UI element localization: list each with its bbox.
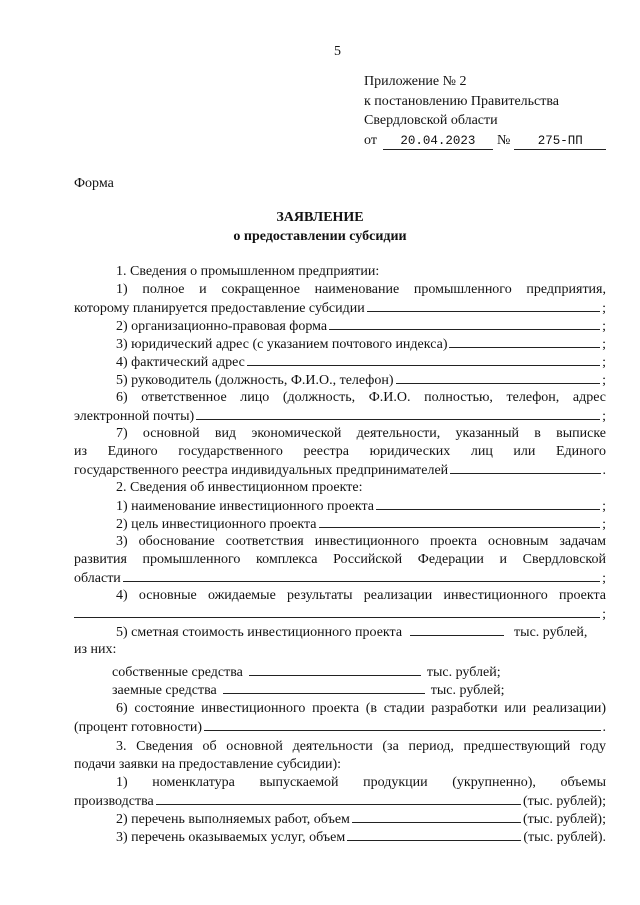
resolution-number: 275-ПП xyxy=(514,134,606,150)
date-prefix: от xyxy=(364,132,377,148)
own-funds-fill[interactable] xyxy=(249,663,421,676)
s2-field-5-label: 5) сметная стоимость инвестиционного проекта xyxy=(116,625,403,640)
resolution-date: 20.04.2023 xyxy=(383,134,493,150)
s3-field-2 xyxy=(74,810,606,828)
s1-field-1-label: которому планируется предоставление субсидии xyxy=(74,301,365,316)
s2-field-1: 1) наименование инвестиционного проекта ; xyxy=(116,499,606,514)
s2-field-1-label: 1) наименование инвестиционного проекта xyxy=(116,499,375,514)
s2-field-4-fill[interactable] xyxy=(74,605,600,618)
s3-field-2-label: 2) перечень выполняемых работ, объем xyxy=(116,812,350,827)
appendix-number: Приложение № 2 xyxy=(364,74,467,89)
appendix-header xyxy=(364,72,606,150)
own-funds-row xyxy=(74,663,606,681)
s2-field-3-fill[interactable] xyxy=(123,569,600,582)
s3-field-3-label: 3) перечень оказываемых услуг, объем xyxy=(116,830,346,845)
own-funds-unit: тыс. рублей; xyxy=(426,665,501,680)
s3-field-3 xyxy=(74,828,606,846)
s2-field-3-line-b: развития промышленного комплекса Российской Федерации и Свердловской xyxy=(74,552,606,567)
s1-field-7-line-b: из Единого государственного реестра юридических лиц или Единого xyxy=(74,444,606,459)
s2-field-5 xyxy=(74,623,606,641)
s2-field-5-from-them: из них: xyxy=(74,642,117,657)
s2-field-4-line-b: ; xyxy=(74,605,606,623)
s2-field-3-line-a: 3) обоснование соответствия инвестиционного проекта основным задачам xyxy=(116,534,606,549)
section-1-heading: 1. Сведения о промышленном предприятии: xyxy=(116,264,380,279)
s1-field-5-fill[interactable] xyxy=(396,371,601,384)
s2-field-3-line-c: области ; xyxy=(74,571,606,586)
s2-field-6-label: (процент готовности) xyxy=(74,720,203,735)
document-subtitle: о предоставлении субсидии xyxy=(233,229,407,244)
s1-field-4: 4) фактический адрес ; xyxy=(116,355,606,370)
s2-field-2: 2) цель инвестиционного проекта ; xyxy=(116,517,606,532)
s1-field-4-fill[interactable] xyxy=(247,353,600,366)
s2-field-5-unit: тыс. рублей, xyxy=(514,625,588,640)
s1-field-2: 2) организационно-правовая форма ; xyxy=(116,319,606,334)
s2-field-3-label: области xyxy=(74,571,121,586)
s3-field-1-unit: (тыс. рублей); xyxy=(522,794,606,809)
own-funds-label: собственные средства xyxy=(112,665,243,680)
s1-field-6-fill[interactable] xyxy=(196,407,600,420)
s1-field-1-fill[interactable] xyxy=(367,299,600,312)
s1-field-7-fill[interactable] xyxy=(450,461,600,474)
resolution-reference: к постановлению Правительства xyxy=(364,93,560,109)
s3-field-3-unit: (тыс. рублей). xyxy=(523,830,606,845)
s1-field-7-line-c: государственного реестра индивидуальных предпринимателей . xyxy=(74,463,606,478)
page-number: 5 xyxy=(334,44,341,59)
borrowed-funds-label: заемные средства xyxy=(112,683,217,698)
s3-field-1-label: производства xyxy=(74,794,154,809)
section-3-heading-a: 3. Сведения об основной деятельности (за период, предшествующий году xyxy=(116,739,606,754)
s1-field-7-line-a: 7) основной вид экономической деятельности, указанный в выписке xyxy=(116,426,606,441)
number-prefix: № xyxy=(496,132,511,148)
section-2-heading: 2. Сведения об инвестиционном проекте: xyxy=(116,480,363,495)
document-title: ЗАЯВЛЕНИЕ xyxy=(276,210,364,225)
s2-field-2-fill[interactable] xyxy=(319,515,601,528)
s1-field-6-label: электронной почты) xyxy=(74,409,195,424)
s1-field-7-label: государственного реестра индивидуальных предпринимателей xyxy=(74,463,449,478)
s1-field-2-fill[interactable] xyxy=(329,317,600,330)
date-number-line xyxy=(364,131,606,151)
s1-field-3-label: 3) юридический адрес (с указанием почтового индекса) xyxy=(116,337,448,352)
s3-field-2-unit: (тыс. рублей); xyxy=(522,812,606,827)
s3-field-3-fill[interactable] xyxy=(347,828,521,841)
s3-field-1-fill[interactable] xyxy=(156,792,521,805)
form-label: Форма xyxy=(74,176,114,191)
s1-field-6-line-a: 6) ответственное лицо (должность, Ф.И.О. полностью, телефон, адрес xyxy=(116,390,606,405)
s3-field-1-line-a: 1) номенклатура выпускаемой продукции (укрупненно), объемы xyxy=(116,775,606,790)
s2-field-6-line-a: 6) состояние инвестиционного проекта (в стадии разработки или реализации) xyxy=(116,701,606,716)
s1-field-6-line-b: электронной почты) ; xyxy=(74,409,606,424)
s1-field-2-label: 2) организационно-правовая форма xyxy=(116,319,328,334)
borrowed-funds-row xyxy=(74,681,606,699)
region-name: Свердловской области xyxy=(364,113,498,128)
s1-field-5: 5) руководитель (должность, Ф.И.О., телефон) ; xyxy=(116,373,606,388)
s2-field-2-label: 2) цель инвестиционного проекта xyxy=(116,517,317,532)
section-3-heading-b: подачи заявки на предоставление субсидии): xyxy=(74,757,342,772)
s1-field-1-line-a: 1) полное и сокращенное наименование промышленного предприятия, xyxy=(116,282,606,297)
s2-field-6-line-b: (процент готовности) . xyxy=(74,720,606,735)
s2-field-5-fill[interactable] xyxy=(410,623,504,636)
s2-field-6-fill[interactable] xyxy=(204,718,600,731)
s2-field-4-line-a: 4) основные ожидаемые результаты реализации инвестиционного проекта xyxy=(116,588,606,603)
s1-field-3: 3) юридический адрес (с указанием почтового индекса) ; xyxy=(116,337,606,352)
s3-field-1-line-b xyxy=(74,792,606,810)
s1-field-4-label: 4) фактический адрес xyxy=(116,355,245,370)
borrowed-funds-fill[interactable] xyxy=(223,681,425,694)
s1-field-5-label: 5) руководитель (должность, Ф.И.О., телефон) xyxy=(116,373,394,388)
borrowed-funds-unit: тыс. рублей; xyxy=(430,683,505,698)
s3-field-2-fill[interactable] xyxy=(352,810,521,823)
s2-field-1-fill[interactable] xyxy=(376,497,600,510)
s1-field-1-line-b: которому планируется предоставление субсидии ; xyxy=(74,301,606,316)
s1-field-3-fill[interactable] xyxy=(449,335,600,348)
